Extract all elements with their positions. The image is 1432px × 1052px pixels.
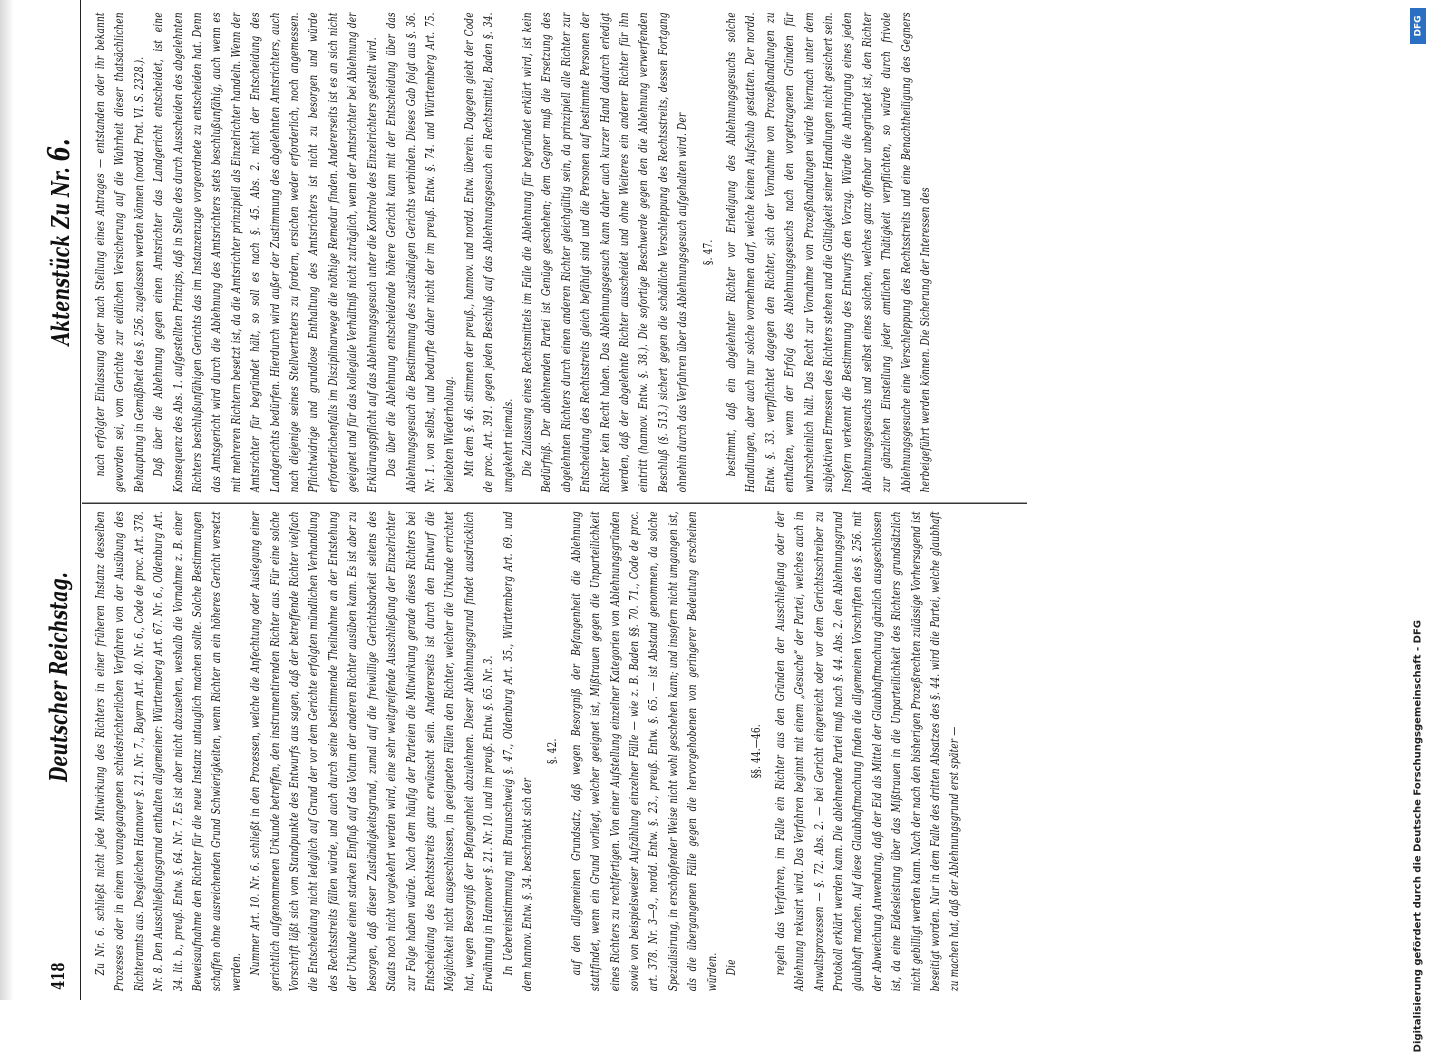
page-number: 418 — [48, 962, 69, 990]
header-left-title: Deutscher Reichstag. — [44, 572, 73, 782]
header-right-title-text: Aktenstück Zu Nr. — [46, 167, 75, 346]
paragraph: Die Zulassung eines Rechtsmittels im Falle die Ablehnung für begründet erklärt wird, ist kein Bedürfniß. Der ablehnenden Partei ist Genüge geschehen; dem Gegner muß die Ersetzung des abgelehnten Richters durch einen anderen Richter gleichgültig sein, da prinzipiell alle Richter zur Entscheidung des Rechtsstreits gleich befähigt sind und die Personen auf bestimmte Personen der Richter kein Recht haben. Das Ablehnungsgesuch kann daher auch kurzer Hand dadurch erledigt werden, daß der abgelehnte Richter ausscheidet und ohne Weiteres ein anderer Richter für ihn eintritt (hannov. Entw. §. 38.). Die sofortige Beschwerde gegen den die Ablehnung verwerfenden Beschluß (§. 513.) sichert gegen die schädliche Verschleppung des Rechtsstreits, dessen Fortgang ohnehin durch das Verfahren über das Ablehnungsgesuch aufgehalten wird. Der — [518, 12, 690, 493]
left-column — [90, 511, 1030, 991]
paragraph: nach erfolgter Einlassung oder nach Stellung eines Antrages — entstanden oder ihr bekannt geworden sei, vom Gerichte zur eidlichen Versicherung auf die Wahrheit dieser thatsächlichen Behauptung in Gemäßheit des §. 256. zugelassen werden können (nordd. Prot. VI. S. 2328.). — [92, 12, 146, 493]
document-page — [36, 0, 1036, 1000]
paragraph: Mit dem §. 46. stimmen der preuß., hannov. und nordd. Entw. überein. Dagegen giebt der Code de proc. Art. 391. gegen jeden Beschluß auf das Ablehnungsgesuch ein Rechtsmittel, Baden §. 34. umgekehrt niemals. — [460, 12, 515, 493]
section-heading: §. 42. — [544, 738, 560, 764]
paragraph: regeln das Verfahren, im Falle ein Richter aus den Gründen der Ausschließung oder der Ablehnung rekusirt wird. Das Verfahren beginnt mit einem „Gesuche“ der Partei, welches auch in Anwaltsprozessen — §. 72. Abs. 2. — bei Gericht eingereicht oder vor dem Gerichtsschreiber zu Protokoll erklärt werden kann. Die ablehnende Partei muß nach §. 44. Abs. 2. den Ablehnungsgrund glaubhaft machen. Auf diese Glaubhaftmachung finden die allgemeinen Vorschriften des §. 256. mit der Abweichung Anwendung, daß der Eid als Mittel der Glaubhaftmachung gänzlich ausgeschlossen ist, da eine Eidesleistung über das Mißtrauen in die Unparteilichkeit des Richters grundsätzlich nicht gebilligt werden kann. Nach der nach den bisherigen Prozeßrechten zulässige Vorhersagend ist beseitigt worden. Nur in dem Falle des dritten Absatzes des §. 44. wird die Partei, welche glaubhaft zu machen hat, daß der Ablehnungsgrund erst später — — [771, 511, 962, 992]
digitization-notice: Digitalisierung gefördert durch die Deutsche Forschungsgemeinschaft - DFG — [1412, 620, 1423, 1052]
header-right-title — [42, 139, 77, 346]
paragraph: In Uebereinstimmung mit Braunschweig §. 47., Oldenburg Art. 35., Württemberg Art. 69. und dem hannov. Entw. §. 34. beschränkt sich der — [499, 511, 534, 992]
paragraph: bestimmt, daß ein abgelehnter Richter vor Erledigung des Ablehnungsgesuchs solche Handlungen, aber auch nur solche vornehmen darf, welche keinen Aufschub gestatten. Der nordd. Entw. §. 33. verpflichtet dagegen den Richter, sich der Vornahme von Prozeßhandlungen zu enthalten, wenn der Erfolg des Ablehnungsgesuchs nach den vorgetragenen Gründen für wahrscheinlich hält. Das Recht zur Vornahme von Prozeßhandlungen würde hiernach unter dem subjektiven Ermessen des Richters stehen und die Gültigkeit seiner Handlungen nicht gesichert sein. Insofern verkennt die Bestimmung des Entwurfs den Vorzug. Würde die Anbringung eines jeden Ablehnungsgesuchs und selbst eines solchen, welches ganz offenbar unbegründet ist, den Richter zur gänzlichen Einstellung jeder amtlichen Thätigkeit verpflichten, so würde durch frivole Ablehnungsgesuche eine Verschleppung des Rechtsstreits und eine Benachtheiligung des Gegners herbeigeführt werden können. Die Sicherung der Interessen des — [723, 12, 933, 493]
dfg-logo — [1410, 8, 1426, 44]
paragraph: Das über die Ablehnung entscheidende höhere Gericht kann mit der Entscheidung über das Ablehnungsgesuch die Bestimmung des zuständigen Gerichts verbinden. Dieses Gab folgt aus §. 36. Nr. 1. von selbst, und bedurfte daher nicht der im preuß. Entw. §. 74. und Württemberg Art. 75. beliebten Wiederholung. — [383, 12, 457, 493]
header-right-title-number: 6. — [42, 138, 77, 162]
paragraph: Daß über die Ablehnung gegen einen Amtsrichter das Landgericht entscheidet, ist eine Konsequenz des Abs. 1. aufgestellten Prinzips, daß in Stelle des durch Ausscheiden des abgelehnten Richters beschlußunfähigen Gerichts das im Instanzenzuge vorgeordnete zu entscheiden hat. Denn das Amtsgericht wird durch die Ablehnung des Amtsrichters stets beschlußunfähig, auch wenn es mit mehreren Richtern besetzt ist, da die Amtsrichter prinzipiell als Einzelrichter handeln. Wenn der Amtsrichter für begründet hält, so soll es nach §. 45. Abs. 2. nicht der Entscheidung des Landgerichts bedürfen. Hierdurch wird außer der Zustimmung des abgelehnten Amtsrichters, auch nach diejenige seines Stellvertreters zu fordern, ersichen weder erforderlich, noch angemessen. Pflichtwidrige und grundlose Enthaltung des Amtsrichters ist nicht zu besorgen und würde erforderlichenfalls im Disziplinarwege die nöthige Remedur finden. Andererseits ist es an sich nicht geeignet und für das kollegiale Verhältniß nicht zuträglich, wenn der Amtsrichter bei Ablehnung der Erklärungspflicht auf das Ablehnungsgesuch unter die Kontrole des Einzelrichters gestellt wird. — [150, 12, 379, 493]
paragraph: Die — [723, 959, 738, 976]
dfg-logo-text: DFG — [1413, 15, 1424, 37]
digitization-strip — [1406, 0, 1432, 1052]
scan-edge — [0, 0, 14, 1000]
paragraph: Nummer Art. 10. Nr. 6. schließt in den Prozessen, welche die Anfechtung oder Auslegung einer gerichtlich aufgenommenen Urkunde betreffen, den instrumentirenden Richter aus. Für eine solche Vorschrift läßt sich vom Standpunkte des Entwurfs aus sagen, daß der betreffende Richter vielfach die Entscheidung nicht lediglich auf Grund der vor dem Gerichte erfolgten mündlichen Verhandlung des Rechtsstreits fällen würde, und auch durch seine bestimmende Theilnahme an der Entstehung der Urkunde einen starken Einfluß auf das Votum der anderen Richter ausüben kann. Es ist aber zu besorgen, daß dieser Zuständigkeitsgrund, zumal auf die freiwillige Gerichtsbarkeit seitens des Staats noch nicht vorgekehrt werden wird, eine sehr weitgreifende Ausschließung der Einzelrichter zur Folge haben würde. Nach dem häufig der Parteien die Mitwirkung gerade dieses Richters bei Entscheidung des Rechtsstreits ganz erwünscht sein. Andererseits ist durch den Entwurf die Möglichkeit nicht ausgeschlossen, in geeigneten Fällen den Richter, welcher die Urkunde errichtet hat, wegen Besorgniß der Befangenheit abzulehnen. Dieser Ablehnungsgrund findet ausdrücklich Erwähnung in Hannover §. 21. Nr. 10. und im preuß. Entw. §. 65. Nr. 3. — [247, 511, 496, 992]
section-heading: §. 47. — [699, 239, 715, 266]
paragraph: Zu Nr. 6. schließt nicht jede Mitwirkung des Richters in einer früheren Instanz desselben Prozesses oder in einem vorangegangenen schiedsrichterlichen Verfahren von der Ausübung des Richteramts aus. Desgleichen Hannover §. 21. Nr. 7., Bayern Art. 40. Nr. 6., Code de proc. Art. 378. Nr. 8. Den Ausschließungsgrund enthalten allgemeiner: Württemberg Art. 67. Nr. 6., Oldenburg Art. 34. lit. b., preuß. Entw. §. 64. Nr. 7. Es ist aber nicht abzusehen, weshalb die Vornahme z. B. einer Beweisaufnahme den Richter für die neue Instanz untauglich machen sollte. Solche Bestimmungen schaffen ohne ausreichenden Grund Schwierigkeiten, wenn Richter an ein höheres Gericht versetzt werden. — [92, 511, 243, 992]
running-header — [36, 0, 81, 1000]
right-column — [90, 12, 1030, 492]
section-heading: §§. 44.—46. — [748, 724, 764, 779]
rotated-page — [36, 0, 1036, 1000]
paragraph: auf den allgemeinen Grundsatz, daß wegen Besorgniß der Befangenheit die Ablehnung stattfindet, wenn ein Grund vorliegt, welcher geeignet ist, Mißtrauen gegen die Unparteilichkeit eines Richters zu rechtfertigen. Von einer Aufstellung einzelner Kategorien von Ablehnungsgründen sowie von beispielsweiser Aufzählung einzelner Fälle — wie z. B. Baden §§. 70. 71., Code de proc. art. 378. Nr. 3—9., nordd. Entw. §. 23., preuß. Entw. §. 65. — ist Abstand genommen, da solche Spezialisirung, in erschöpfender Weise nicht wohl geschehen kann; und insofern nicht umgangen ist, als die übergangenen Fälle gegen die hervorgehobenen von geringerer Bedeutung erscheinen würden. — [567, 511, 719, 992]
column-divider — [82, 503, 1027, 504]
